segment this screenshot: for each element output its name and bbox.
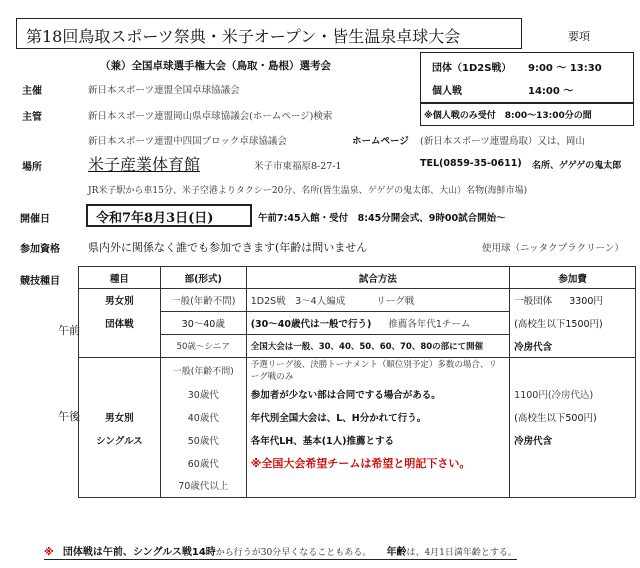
afternoon-fee-3: 冷房代含 <box>510 428 636 451</box>
eligibility-value: 県内外に関係なく誰でも参加できます(年齢は問いません <box>88 241 368 254</box>
footer-age-value: は、4月1日満年齢とする。 <box>406 548 517 558</box>
morning-event-1: 男女別 <box>79 289 161 312</box>
footer-rest: から行うが30分早くなることもある。 <box>215 548 372 558</box>
morning-fee-1 <box>510 289 636 312</box>
ball-value: 使用球（ニッタクプラクリーン） <box>482 243 624 254</box>
afternoon-division-1: 一般(年齢不問) <box>160 358 246 383</box>
afternoon-method-4: 各年代LH、基本(1人)推薦とする <box>246 428 509 451</box>
morning-method-3: 全国大会は一般、30、40、50、60、70、80の部にて開催 <box>246 335 509 358</box>
youkou-label: 要項 <box>568 30 590 43</box>
morning-method-1a: 1D2S戦 3〜4人編成 <box>250 296 346 307</box>
morning-method-2b: 推薦各年代1チーム <box>388 319 471 330</box>
afternoon-fee-blank-2 <box>510 451 636 474</box>
events-table <box>78 266 636 498</box>
subtitle: （兼）全国卓球選手権大会（鳥取・島根）選考会 <box>100 60 331 72</box>
afternoon-fee-2: (高校生以下500円) <box>510 405 636 428</box>
individual-time-value: 14:00 〜 <box>528 86 574 97</box>
homepage-value: (新日本スポーツ連盟鳥取）又は、岡山 <box>420 136 585 147</box>
date-detail: 午前7:45入館・受付 8:45分開会式、9時00試合開始〜 <box>258 213 506 224</box>
homepage-label: ホームページ <box>352 136 409 147</box>
table-row <box>79 451 636 474</box>
afternoon-division-2: 30歳代 <box>160 382 246 405</box>
morning-division-2: 30〜40歳 <box>160 312 246 335</box>
footer-note <box>44 543 517 560</box>
afternoon-fee-blank-3 <box>510 474 636 497</box>
page-title: 第18回鳥取スポーツ祭典・米子オープン・皆生温泉卓球大会 <box>26 27 461 46</box>
table-row <box>79 405 636 428</box>
header-method: 試合方法 <box>246 267 509 289</box>
afternoon-event-blank-3 <box>79 451 161 474</box>
individual-reception-note: ※個人戦のみ受付 8:00〜13:00分の間 <box>424 111 592 121</box>
morning-fee-1-label: 一般団体 <box>514 296 553 308</box>
footer-bold: 団体戦は午前、シングルス戦14時 <box>62 547 216 558</box>
venue-address: 米子市東福原8-27-1 <box>254 161 342 172</box>
date-label: 開催日 <box>20 214 50 225</box>
afternoon-division-6: 70歳代以上 <box>160 474 246 497</box>
afternoon-fee-blank-1 <box>510 358 636 383</box>
afternoon-division-4: 50歳代 <box>160 428 246 451</box>
venue-name: 米子産業体育館 <box>88 155 201 174</box>
manager-value: 新日本スポーツ連盟岡山県卓球協議会(ホームページ)検索 <box>88 111 333 122</box>
table-row <box>79 335 636 358</box>
venue-famous: 名所、ゲゲゲの鬼太郎 <box>532 161 622 171</box>
afternoon-event-blank-1 <box>79 358 161 383</box>
date-value: 令和7年8月3日(日) <box>96 211 214 226</box>
manager-label: 主管 <box>22 112 42 123</box>
afternoon-label: 午後 <box>58 410 80 423</box>
afternoon-division-5: 60歳代 <box>160 451 246 474</box>
footer-age-label: 年齢 <box>386 547 407 558</box>
venue-label: 場所 <box>22 162 42 173</box>
table-header-row <box>79 267 636 289</box>
afternoon-method-5: ※全国大会希望チームは希望と明記下さい。 <box>246 451 509 474</box>
afternoon-division-3: 40歳代 <box>160 405 246 428</box>
morning-division-3: 50歳〜シニア <box>160 335 246 358</box>
morning-fee-3: 冷房代含 <box>510 335 636 358</box>
afternoon-method-1: 予選リーグ後、決勝トーナメント（順位別予定）多数の場合、リーグ戦のみ <box>246 358 509 383</box>
afternoon-fee-1: 1100円(冷房代込) <box>510 382 636 405</box>
afternoon-event-blank-2 <box>79 382 161 405</box>
table-row <box>79 358 636 383</box>
host-value: 新日本スポーツ連盟全国卓球協議会 <box>88 85 240 96</box>
events-label: 競技種目 <box>20 276 60 287</box>
manager-value-2: 新日本スポーツ連盟中四国ブロック卓球協議会 <box>88 136 287 147</box>
afternoon-event-1: 男女別 <box>79 405 161 428</box>
afternoon-method-3: 年代別全国大会は、L、H分かれて行う。 <box>246 405 509 428</box>
morning-label: 午前 <box>58 324 80 337</box>
header-fee: 参加費 <box>510 267 636 289</box>
table-row <box>79 382 636 405</box>
morning-fee-2: (高校生以下1500円) <box>510 312 636 335</box>
morning-event-blank <box>79 335 161 358</box>
table-row <box>79 428 636 451</box>
header-division: 部(形式) <box>160 267 246 289</box>
afternoon-method-2: 参加者が少ない部は合同でする場合がある。 <box>246 382 509 405</box>
team-time-label: 団体（1D2S戦） <box>432 63 512 74</box>
table-row <box>79 312 636 335</box>
eligibility-label: 参加資格 <box>20 244 60 255</box>
morning-method-2a: (30〜40歳代は一般で行う) <box>250 319 372 330</box>
header-event: 種目 <box>79 267 161 289</box>
morning-event-2: 団体戦 <box>79 312 161 335</box>
afternoon-event-blank-4 <box>79 474 161 497</box>
schedule-divider <box>420 102 634 104</box>
venue-tel: TEL(0859-35-0611) <box>420 158 522 169</box>
table-row <box>79 289 636 312</box>
host-label: 主催 <box>22 86 42 97</box>
afternoon-event-2: シングルス <box>79 428 161 451</box>
footer-mark: ※ <box>44 547 54 558</box>
morning-division-1: 一般(年齢不問) <box>160 289 246 312</box>
venue-access: JR米子駅から車15分、米子空港よりタクシー20分、名所(皆生温泉、ゲゲゲの鬼太郎、大山）名物(海鮮市場) <box>88 186 528 196</box>
morning-method-1 <box>246 289 509 312</box>
afternoon-method-blank <box>246 474 509 497</box>
morning-method-2 <box>246 312 509 335</box>
morning-method-1b: リーグ戦 <box>376 296 415 307</box>
morning-fee-1-value: 3300円 <box>569 296 603 308</box>
table-row <box>79 474 636 497</box>
team-time-value: 9:00 〜 13:30 <box>528 63 602 74</box>
individual-time-label: 個人戦 <box>432 86 462 97</box>
